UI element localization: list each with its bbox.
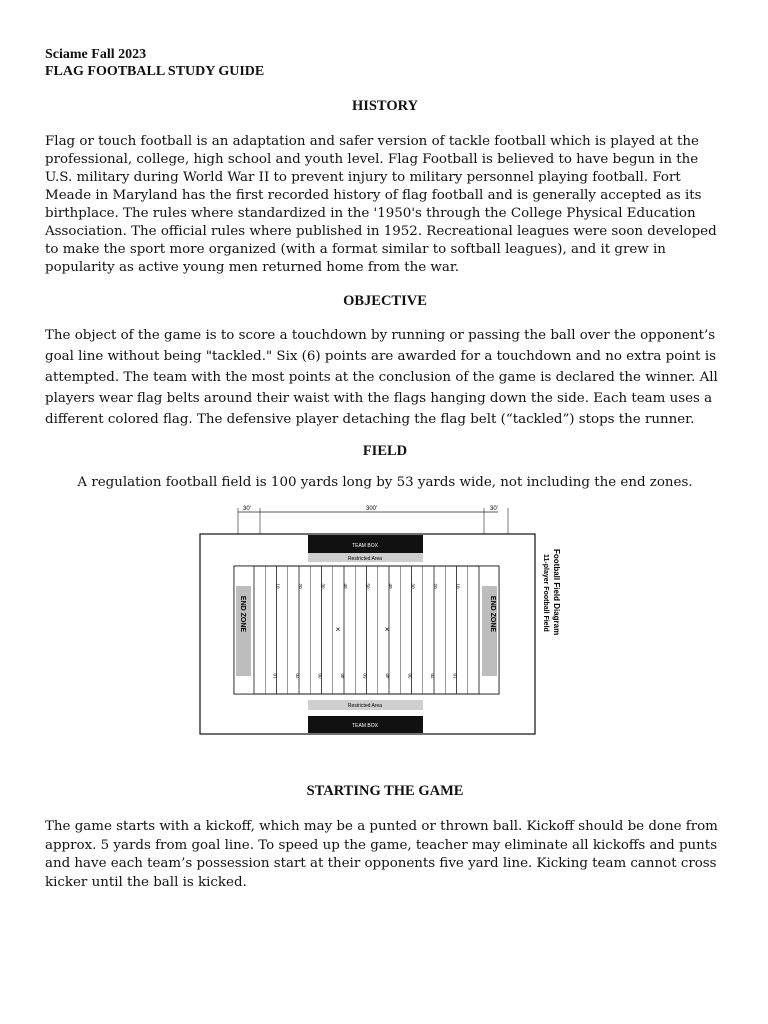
objective-heading: OBJECTIVE bbox=[343, 293, 427, 309]
hash-mark-x-right: × bbox=[384, 625, 390, 634]
dim-right-label: 30' bbox=[490, 506, 498, 512]
yard-number: 50 bbox=[362, 673, 368, 679]
end-zone-left-label: END ZONE bbox=[239, 595, 246, 633]
dim-left-label: 30' bbox=[243, 506, 251, 512]
team-box-top-label: TEAM BOX bbox=[352, 543, 378, 549]
yard-number: 30 bbox=[410, 583, 416, 589]
restricted-area-bottom-label: Restricted Area bbox=[347, 703, 383, 709]
yard-number: 20 bbox=[430, 673, 435, 679]
yard-number: 50 bbox=[365, 583, 371, 589]
yard-number: 20 bbox=[433, 583, 438, 589]
starting-paragraph: The game starts with a kickoff, which may be a punted or thrown ball. Kickoff should be done from approx. 5 yards from goal line. To speed up the game, teacher may eliminate all kickoffs and punts and have each team’s possession start at their opponents five yard line. Kicking team cannot cross kicker until the ball is kicked. bbox=[45, 819, 718, 890]
yard-number: 30 bbox=[317, 673, 323, 679]
yard-number: 30 bbox=[320, 583, 326, 589]
team-box-bottom-label: TEAM BOX bbox=[352, 723, 378, 729]
yard-number: 10 bbox=[275, 583, 281, 589]
yard-number: 30 bbox=[407, 673, 413, 679]
history-heading: HISTORY bbox=[351, 98, 419, 114]
yard-number: 40 bbox=[343, 583, 348, 589]
diagram-subtitle: 11-player Football Field bbox=[542, 554, 549, 632]
yard-number: 10 bbox=[452, 673, 458, 679]
yard-number: 40 bbox=[340, 673, 345, 679]
yard-number: 10 bbox=[272, 673, 278, 679]
yard-number: 20 bbox=[295, 673, 300, 679]
starting-heading: STARTING THE GAME bbox=[306, 783, 464, 799]
guide-title: FLAG FOOTBALL STUDY GUIDE bbox=[45, 64, 265, 79]
objective-paragraph: The object of the game is to score a touchdown by running or passing the ball over the opponent’s goal line without being "tackled." Six (6) points are awarded for a touchdown and no extra point is attempted. The team with the most points at the conclusion of the game is declared the winner. All players wear flag belts around their waist with the flags hanging down the side. Each team uses a different colored flag. The defensive player detaching the flag belt (“tackled”) stops the runner. bbox=[45, 328, 718, 427]
field-diagram-svg bbox=[198, 504, 578, 744]
history-paragraph: Flag or touch football is an adaptation and safer version of tackle football which is played at the professional, college, high school and youth level. Flag Football is believed to have begun in the U.S. military during World War II to prevent injury to military personnel playing football. Fort Meade in Maryland has the first recorded history of flag football and is generally accepted as its birthplace. The rules where standardized in the '1950's through the College Physical Education Association. The official rules where published in 1952. Recreational leagues were soon developed to make the sport more organized (with a format similar to softball leagues), and it grew in popularity as active young men returned home from the war. bbox=[45, 134, 717, 275]
football-field-diagram bbox=[198, 504, 578, 744]
restricted-area-top-label: Restricted Area bbox=[347, 556, 383, 562]
hash-mark-x-left: × bbox=[335, 625, 341, 634]
field-paragraph: A regulation football field is 100 yards long by 53 yards wide, not including the end zones. bbox=[77, 475, 693, 490]
yard-number: 40 bbox=[385, 673, 390, 679]
end-zone-right-label: END ZONE bbox=[489, 595, 496, 633]
yard-number: 10 bbox=[455, 583, 461, 589]
yard-number: 40 bbox=[388, 583, 393, 589]
dim-center-label: 300' bbox=[366, 506, 378, 512]
document-page bbox=[45, 46, 725, 892]
course-title: Sciame Fall 2023 bbox=[45, 47, 147, 62]
diagram-title: Football Field Diagram bbox=[552, 549, 561, 636]
yard-number: 20 bbox=[298, 583, 303, 589]
field-heading: FIELD bbox=[362, 443, 408, 459]
